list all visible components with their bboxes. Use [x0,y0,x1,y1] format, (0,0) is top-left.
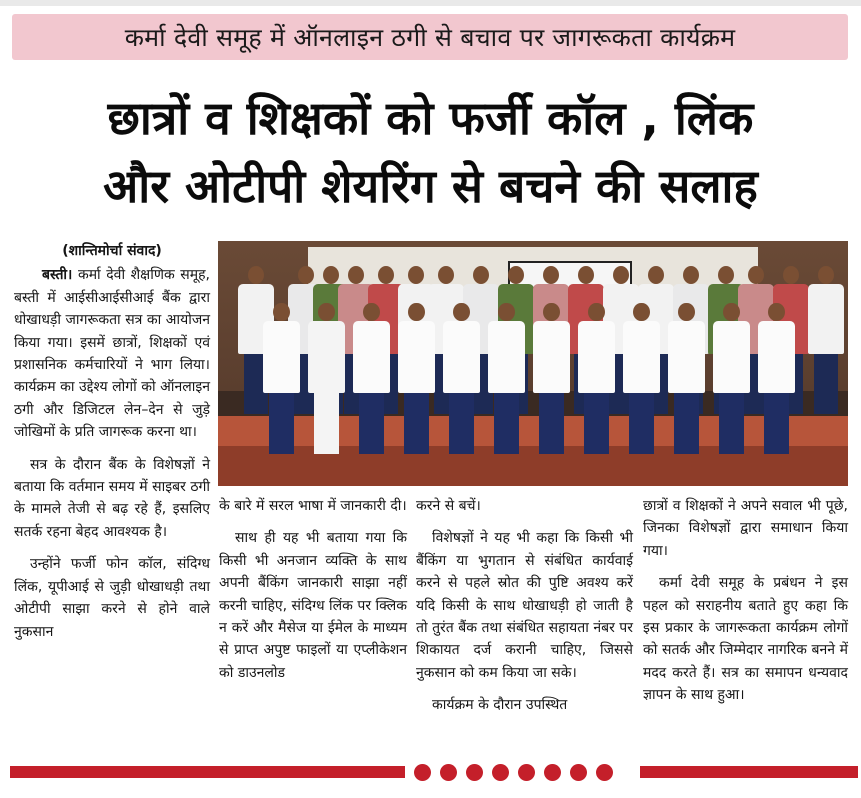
byline: (शान्तिमोर्चा संवाद) [62,243,162,259]
footer-dot [492,764,509,781]
col1-paragraph-1: कर्मा देवी शैक्षणिक समूह, बस्ती में आईसीआईसीआई बैंक द्वारा धोखाधड़ी जागरूकता सत्र का आयोजन किया गया। इसमें छात्रों, शिक्षकों एवं प्रशासनिक कर्मचारियों ने भाग लिया। कार्यक्रम का उद्देश्य लोगों को ऑनलाइन ठगी और डिजिटल लेन–देन से जुड़े जोखिमों के प्रति जागरूक करना था। [14,267,210,441]
group-photo [218,241,848,486]
col3-paragraph-3: कार्यक्रम के दौरान उपस्थित [432,697,568,714]
footer-dot [596,764,613,781]
headline-line-1: छात्रों व शिक्षकों को फर्जी कॉल , लिंक [107,91,754,145]
footer-bar-left [10,766,405,778]
headline-line-2: और ओटीपी शेयरिंग से बचने की सलाह [103,159,758,213]
footer-dot [518,764,535,781]
col3-paragraph-2: विशेषज्ञों ने यह भी कहा कि किसी भी बैंकिंग या भुगतान से संबंधित कार्यवाई करने से पहले स्रोत की पुष्टि अवश्य करें यदि किसी के साथ धोखाधड़ी हो जाती है तो तुरंत बैंक तथा संबंधित सहायता नंबर पर शिकायत दर्ज करानी चाहिए, जिससे नुकसान को कम किया जा सके। [416,530,633,681]
footer-bar-right [640,766,858,778]
footer-dot [440,764,457,781]
article-column-3 [416,495,633,727]
article-column-1 [14,240,210,653]
footer-dot [414,764,431,781]
footer-dots [414,764,613,781]
col1-paragraph-2: सत्र के दौरान बैंक के विशेषज्ञों ने बताया कि वर्तमान समय में साइबर ठगी के मामले तेजी से बढ़ रहे हैं, इसलिए सतर्क रहना बेहद आवश्यक है। [14,456,210,540]
col3-paragraph-1: करने से बचें। [416,498,481,514]
footer-dot [544,764,561,781]
dateline: बस्ती। [42,267,73,284]
top-strip [0,0,861,6]
footer-dot [466,764,483,781]
article-column-4 [643,495,848,717]
col2-paragraph-2: साथ ही यह भी बताया गया कि किसी भी अनजान व्यक्ति के साथ अपनी बैंकिंग जानकारी साझा नहीं करनी चाहिए, संदिग्ध लिंक पर क्लिक न करें और मैसेज या ईमेल के माध्यम से प्राप्त अपुष्ट फाइलों या एप्लीकेशन को डाउनलोड [219,530,408,681]
col4-paragraph-1: छात्रों व शिक्षकों ने अपने सवाल भी पूछे, जिनका विशेषज्ञों द्वारा समाधान किया गया। [643,498,848,559]
kicker-text: कर्मा देवी समूह में ऑनलाइन ठगी से बचाव पर जागरूकता कार्यक्रम [124,23,736,52]
kicker-banner [12,14,848,60]
footer-dot [570,764,587,781]
col1-paragraph-3: उन्होंने फर्जी फोन कॉल, संदिग्ध लिंक, यूपीआई से जुड़ी धोखाधड़ी तथा ओटीपी साझा करने से होने वाले नुकसान [14,556,210,640]
col4-paragraph-2: कर्मा देवी समूह के प्रबंधन ने इस पहल को सराहनीय बताते हुए कहा कि इस प्रकार के जागरूकता कार्यक्रम लोगों को सतर्क और जिम्मेदार नागरिक बनने में मदद करते हैं। सत्र का समापन धन्यवाद ज्ञापन के साथ हुआ। [643,575,848,704]
article-column-2 [219,495,407,694]
col2-paragraph-1: के बारे में सरल भाषा में जानकारी दी। [219,498,407,514]
